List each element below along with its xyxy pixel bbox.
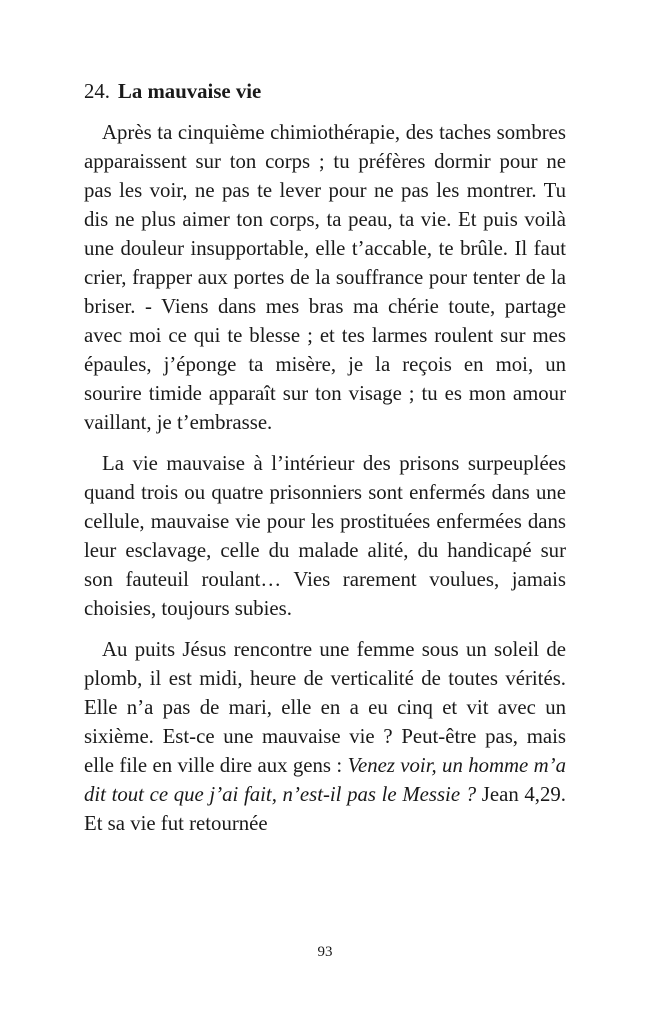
chapter-number: 24.	[84, 80, 110, 103]
paragraph-3-text: Au puits Jésus rencontre une femme sous un soleil de plomb, il est midi, heure de verticalité de toutes vérités. Elle n’a pas de mari, elle en a eu cinq et vit avec un sixième. Est-ce une mauvaise vie ? Peut-être pas, mais elle file en ville dire aux gens :	[84, 638, 566, 777]
paragraph-3-continuation: Jean 4,29. Et sa vie fut retournée	[84, 783, 566, 835]
paragraph-1: Après ta cinquième chimiothérapie, des taches sombres apparaissent sur ton corps ; tu préfères dormir pour ne pas les voir, ne pas te lever pour ne pas les montrer. Tu dis ne plus aimer ton corps, ta peau, ta vie. Et puis voilà une douleur insupportable, elle t’accable, te brûle. Il faut crier, frapper aux portes de la souffrance pour tenter de la briser. - Viens dans mes bras ma chérie toute, partage avec moi ce qui te blesse ; et tes larmes roulent sur mes épaules, j’éponge ta misère, je la reçois en moi, un sourire timide apparaît sur ton visage ; tu es mon amour vaillant, je t’embrasse.	[84, 121, 566, 434]
chapter-title: La mauvaise vie	[118, 80, 262, 103]
paragraph-3	[84, 635, 566, 838]
paragraph-2: La vie mauvaise à l’intérieur des prisons surpeuplées quand trois ou quatre prisonniers sont enfermés dans une cellule, mauvaise vie pour les prostituées enfermées dans leur esclavage, celle du malade alité, du handicapé sur son fauteuil roulant… Vies rarement voulues, jamais choisies, toujours subies.	[84, 452, 566, 620]
page-body	[84, 77, 566, 838]
page-number: 93	[317, 944, 333, 960]
bible-quote: Venez voir, un homme m’a dit tout ce que j’ai fait, n’est-il pas le Messie ?	[84, 754, 566, 806]
chapter-heading	[84, 77, 566, 106]
